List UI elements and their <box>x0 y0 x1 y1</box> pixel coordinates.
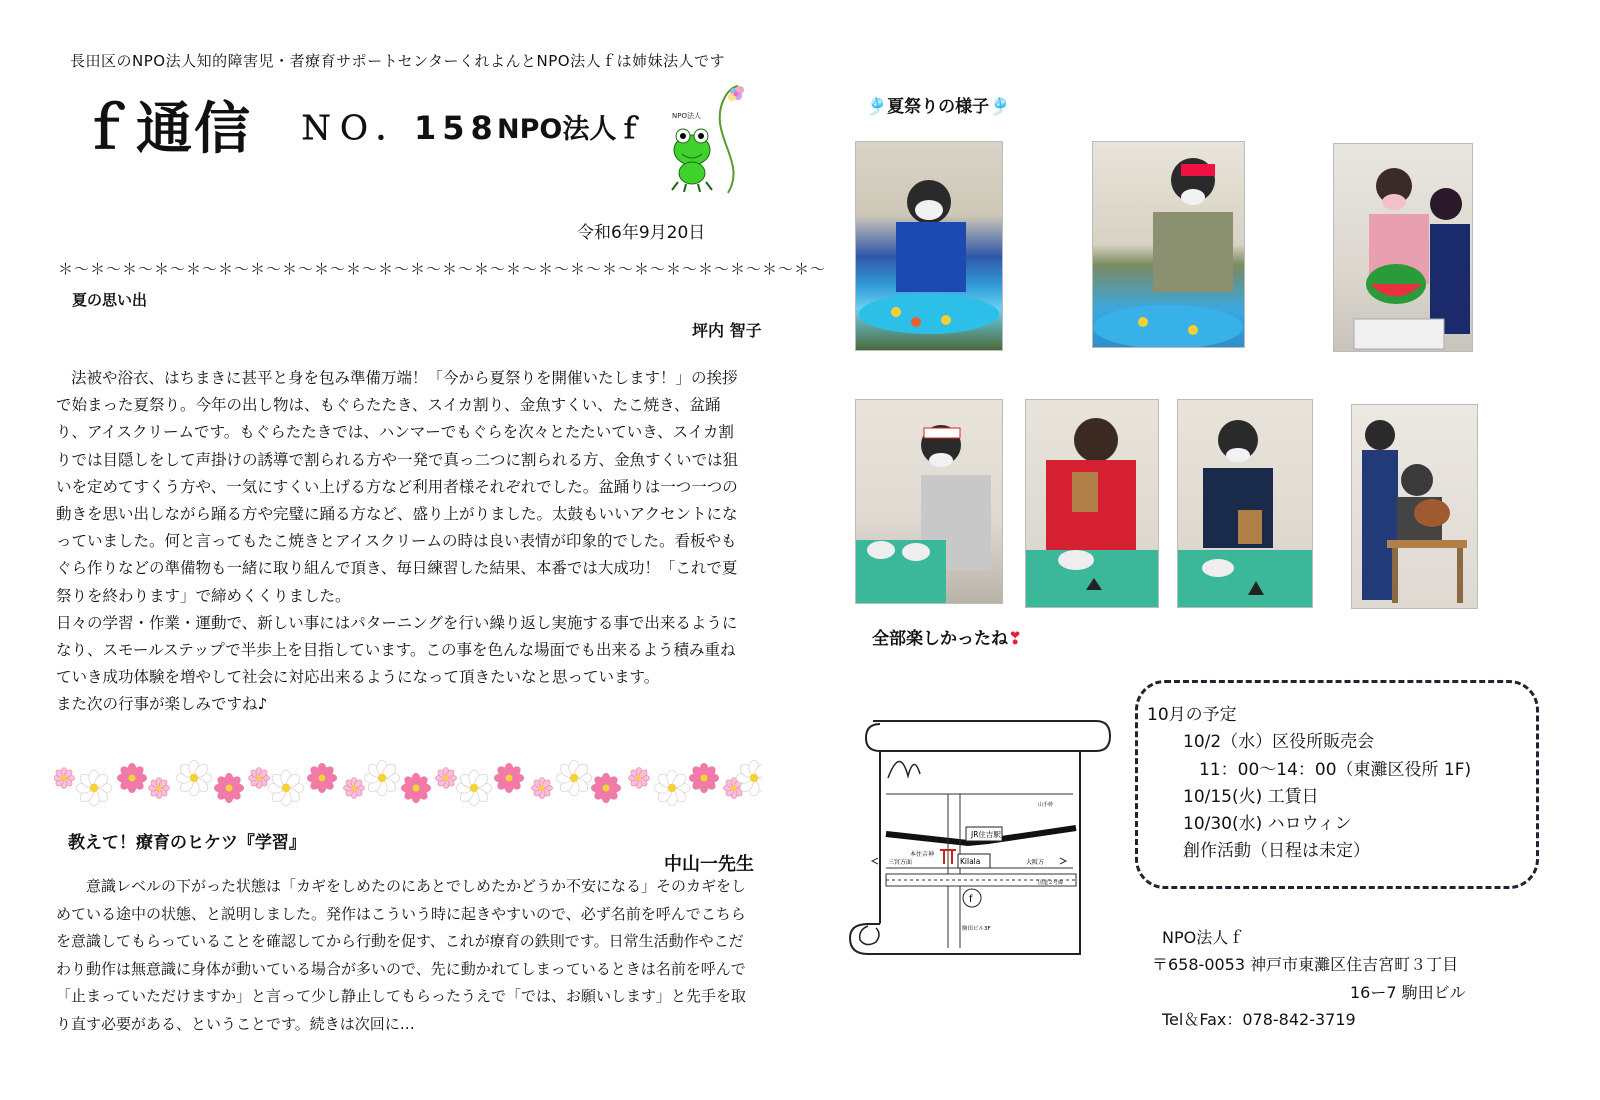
map-kilala-label: Kilala <box>960 857 981 866</box>
map-f-marker: f <box>969 894 973 905</box>
flower-icon <box>268 770 304 806</box>
flower-border-decoration <box>54 750 762 820</box>
photo-mole-1 <box>855 399 1003 604</box>
photo-goldfish-1 <box>855 141 1003 351</box>
map-shrine-label: 本住吉神 <box>910 851 935 858</box>
flower-icon <box>344 778 365 799</box>
article1-paragraph: 法被や浴衣、はちまきに甚平と身を包み準備万端！「今から夏祭りを開催いたします！」の挨拶で始まった夏祭り。今年の出し物は、もぐらたたき、スイカ割り、金魚すくい、たこ焼き、盆踊り、アイスクリームです。もぐらたたきでは、ハンマーでもぐらを次々とたたいていき、スイカ割りでは目隠しをして声掛けの誘導で割られる方や一発で真っ二つに割られる方、金魚すくいでは狙いを定めてすくう方や、一気にすくい上げる方など利用者様それぞれでした。盆踊りは一つ一つの動きを思い出しながら踊る方や完璧に踊る方など、盛り上がりました。太鼓もいいアクセントになっていました。何と言ってもたこ焼きとアイスクリームの時は良い表情が印象的でした。看板やもぐら作りなどの準備物も一緒に取り組んで頂き、毎日練習した結果、本番では大成功！「これで夏祭りを終わります」で締めくくりました。 <box>56 369 739 605</box>
flower-icon <box>214 773 243 802</box>
article2-paragraph: 意識レベルの下がった状態は「カギをしめたのにあとでしめたかどうか不安になる」そのカギをしめている途中の状態、と説明しました。発作はこういう時に起きやすいので、必ず名前を呼んでこちらを意識してもらっていることを確認してから行動を促す、これが療育の鉄則です。日常生活動作やこだわり動作は無意識に身体が動いている場合が多いので、先に動かれてしまっているときは名前を呼んで「止まっていただけますか」と言って少し静止してもらったうえで「では、お願いします」と先手を取り直す必要がある、ということです。続きは次回に… <box>56 877 747 1033</box>
issue-date: 令和6年9月20日 <box>577 223 706 243</box>
photo-goldfish-2 <box>1092 141 1245 348</box>
heart-icon: ❣ <box>1008 629 1023 649</box>
photo-watermelon <box>1333 143 1473 352</box>
map-route2-label: 国道２号線 <box>1038 880 1064 886</box>
flower-icon <box>364 760 400 796</box>
flower-icon <box>654 770 690 806</box>
article1-paragraph: 日々の学習・作業・運動で、新しい事にはパターニングを行い繰り返し実施する事で出来るようになり、スモールステップで半歩上を目指しています。この事を色んな場面でも出来るよう積み重ねていき成功体験を増やして社会に対応出来るようになって頂きたいなと思っています。 <box>56 613 738 687</box>
contact-org: NPO法人ｆ <box>1162 928 1245 947</box>
flower-icon <box>76 770 112 806</box>
flower-icon <box>436 768 457 789</box>
photo-mole-2 <box>1025 399 1159 608</box>
flower-icon <box>689 763 718 792</box>
flower-icon <box>456 770 492 806</box>
flower-icon <box>532 778 553 799</box>
flower-icon <box>176 760 212 796</box>
schedule-item: 10/30(水) ハロウィン <box>1183 814 1352 835</box>
article1-paragraph: また次の行事が楽しみですね♪ <box>56 695 268 714</box>
article2-heading: 教えて！療育のヒケツ『学習』 <box>68 833 306 853</box>
photos-caption: 全部楽しかったね❣ <box>872 629 1023 649</box>
map-yamate-label: 山手幹 <box>1038 802 1054 808</box>
schedule-item: 10/2（水）区役所販売会 <box>1183 732 1375 753</box>
schedule-list <box>1147 702 1471 866</box>
wavy-divider: ＊～＊～＊～＊～＊～＊～＊～＊～＊～＊～＊～＊～＊～＊～＊～＊～＊～＊～＊～＊～＊～＊～＊～＊～ <box>58 260 827 278</box>
frog-logo-icon <box>668 78 752 198</box>
flower-icon <box>149 778 170 799</box>
schedule-item: 10/15(火) 工賃日 <box>1183 786 1319 807</box>
map-left-direction: 三宮方面 <box>888 859 913 866</box>
schedule-item: 11：00～14：00（東灘区役所 1F) <box>1199 759 1472 780</box>
contact-block <box>1152 924 1466 1034</box>
contact-tel: Tel＆Fax：078-842-3719 <box>1162 1010 1356 1030</box>
photo-mole-4 <box>1351 404 1478 609</box>
article1-body <box>56 365 744 719</box>
article1-author: 坪内 智子 <box>692 321 762 340</box>
contact-address-line1: 〒658-0053 神戸市東灘区住吉宮町３丁目 <box>1152 955 1459 975</box>
schedule-title: 10月の予定 <box>1147 705 1237 725</box>
article2-author: 中山一先生 <box>664 854 754 875</box>
flower-icon <box>556 760 592 796</box>
flower-icon <box>629 768 650 789</box>
fan-icon: 🎐 <box>989 97 1011 117</box>
photos-heading: 🎐夏祭りの様子🎐 <box>866 97 1011 117</box>
map-right-direction: 大阪方 <box>1026 859 1045 866</box>
photo-mole-3 <box>1177 399 1313 608</box>
flower-icon <box>494 763 523 792</box>
flower-icon <box>401 773 430 802</box>
article1-heading: 夏の思い出 <box>72 291 148 309</box>
flower-icon <box>591 773 620 802</box>
map-building-label: 駒田ビル3F <box>962 926 991 932</box>
contact-address-line2: 16ー7 駒田ビル <box>1350 982 1466 1002</box>
sister-org-notice: 長田区のNPO法人知的障害児・者療育サポートセンターくれよんとNPO法人ｆは姉妹法人です <box>70 52 726 70</box>
flower-icon <box>117 763 146 792</box>
schedule-item: 創作活動（日程は未定） <box>1183 841 1370 862</box>
access-map <box>848 716 1123 971</box>
issue-number: ＮＯ．158 <box>300 109 499 147</box>
org-name: NPO法人ｆ <box>497 114 644 145</box>
fan-icon: 🎐 <box>866 97 888 117</box>
newsletter-title: ｆ通信 <box>78 96 252 162</box>
article2-body <box>56 873 746 1039</box>
flower-icon <box>54 768 75 789</box>
logo-text: NPO法人 <box>672 112 701 120</box>
map-station-label: JR住吉駅 <box>971 830 1001 839</box>
flower-icon <box>249 768 270 789</box>
flower-icon <box>307 763 336 792</box>
